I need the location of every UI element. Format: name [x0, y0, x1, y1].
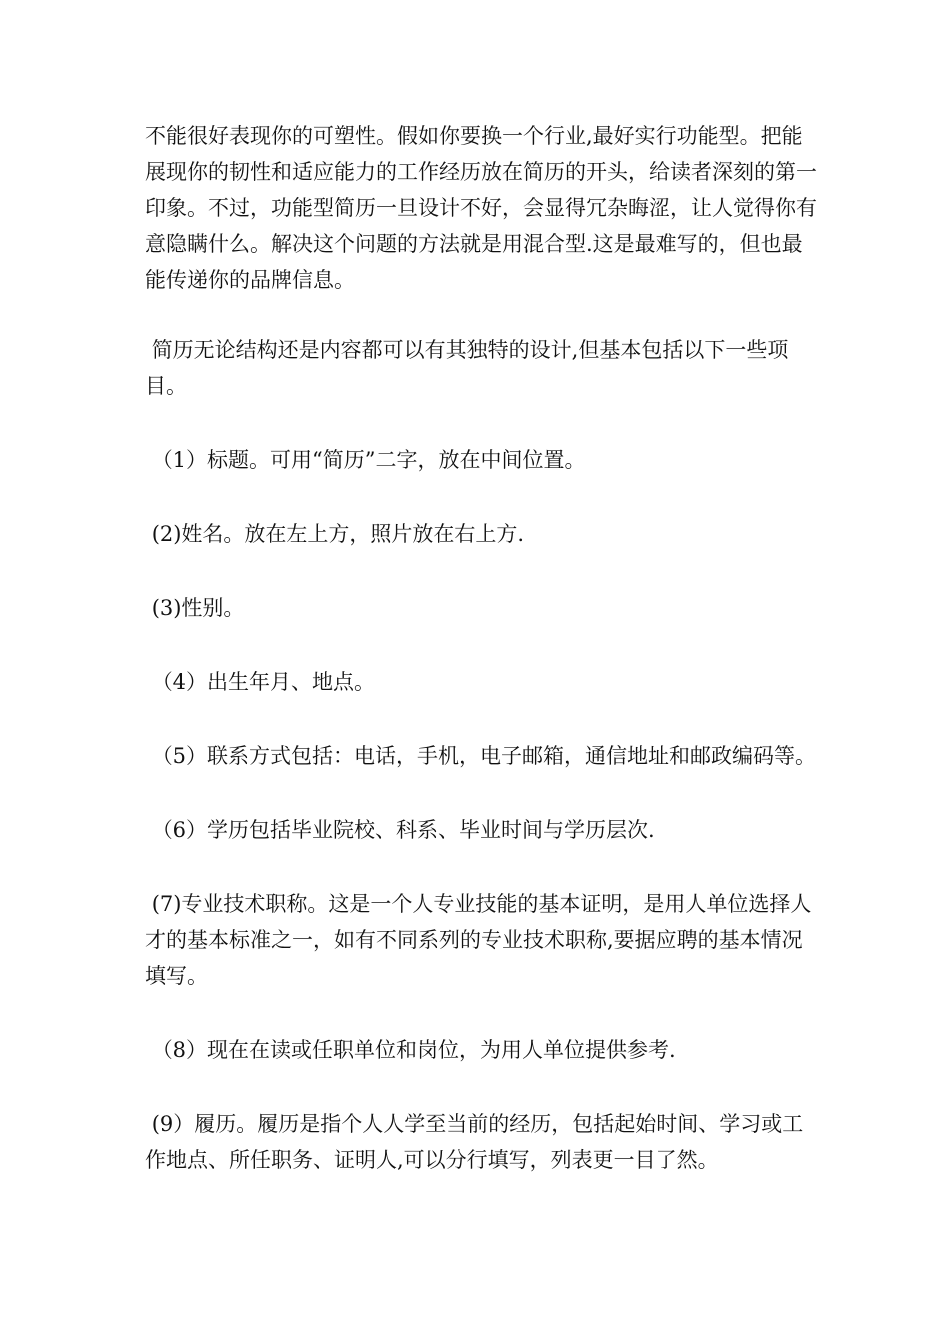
paragraph-item-4-birth: （4）出生年月、地点。 [145, 670, 376, 694]
paragraph-item-9-history: (9）履历。履历是指个人人学至当前的经历，包括起始时间、学习或工作地点、所任职务、证明人,可以分行填写，列表更一目了然。 [145, 1112, 804, 1172]
paragraph-item-7-title: (7)专业技术职称。这是一个人专业技能的基本证明，是用人单位选择人才的基本标准之一，如有不同系列的专业技术职称,要据应聘的基本情况填写。 [145, 892, 812, 988]
paragraph-item-8-current-unit: （8）现在在读或任职单位和岗位，为用人单位提供参考. [145, 1038, 676, 1062]
paragraph-intro: 不能很好表现你的可塑性。假如你要换一个行业,最好实行功能型。把能展现你的韧性和适应能力的工作经历放在简历的开头，给读者深刻的第一印象。不过，功能型简历一旦设计不好，会显得冗杂晦涩，让人觉得你有意隐瞒什么。解决这个问题的方法就是用混合型.这是最难写的，但也最能传递你的品牌信息。 [145, 124, 817, 292]
paragraph-item-2-name: (2)姓名。放在左上方，照片放在右上方. [145, 522, 525, 546]
paragraph-item-1-title: （1）标题。可用“简历”二字，放在中间位置。 [145, 448, 586, 472]
paragraph-item-3-gender: (3)性别。 [145, 596, 245, 620]
paragraph-item-5-contact: （5）联系方式包括：电话，手机，电子邮箱，通信地址和邮政编码等。 [145, 744, 817, 768]
paragraph-item-6-education: （6）学历包括毕业院校、科系、毕业时间与学历层次. [145, 818, 655, 842]
document-body [145, 118, 817, 1216]
paragraph-resume-items-intro: 简历无论结构还是内容都可以有其独特的设计,但基本包括以下一些项目。 [145, 338, 789, 398]
